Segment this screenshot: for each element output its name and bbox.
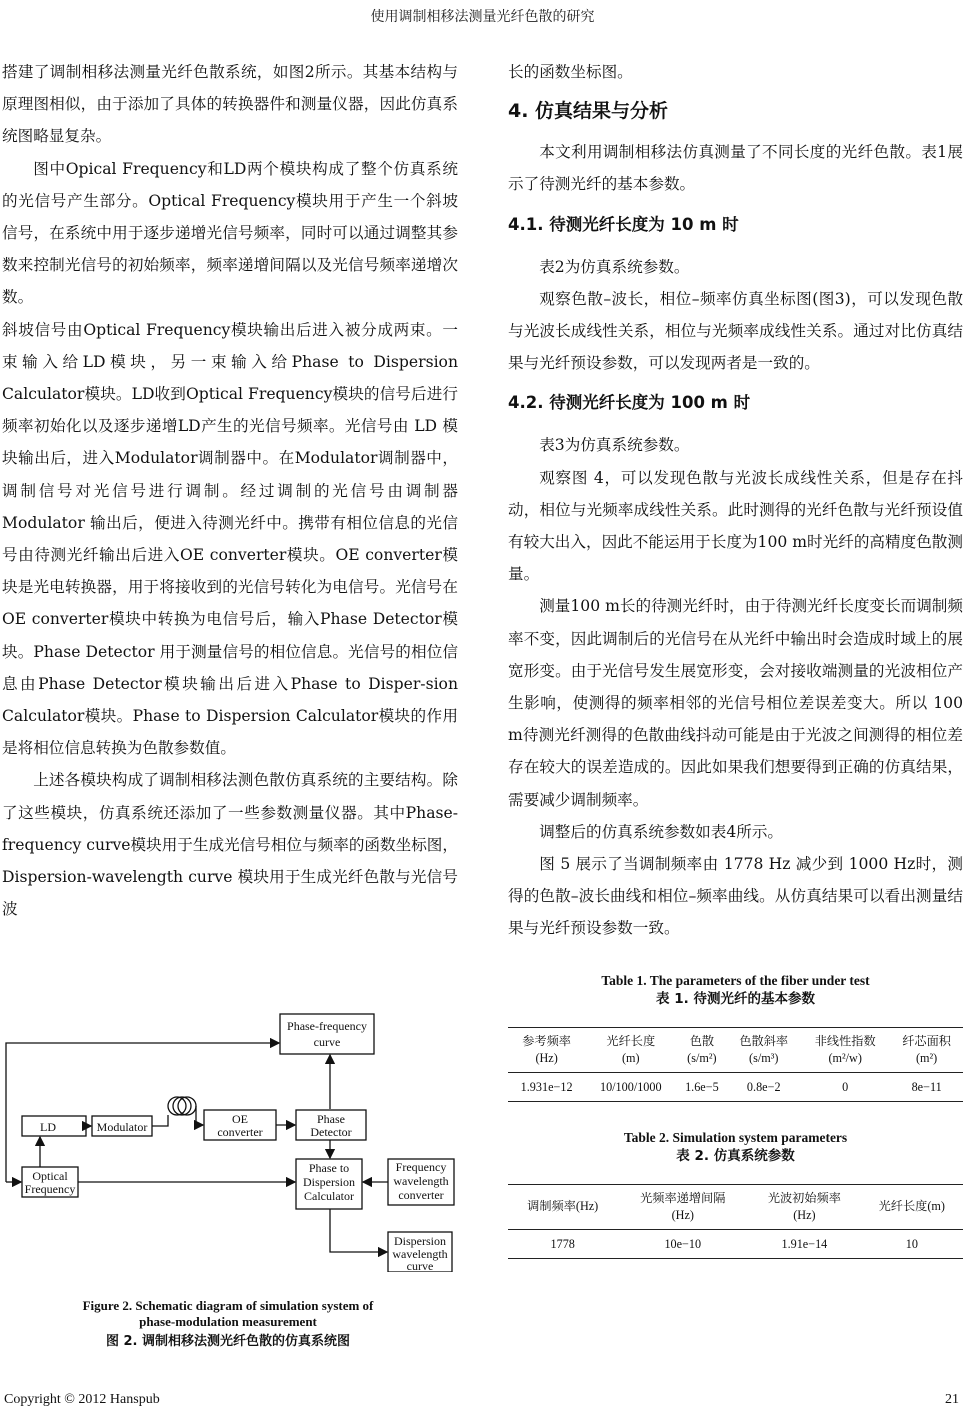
block-label: converter: [398, 1188, 444, 1202]
table-header-cell: 调制频率(Hz): [527, 1199, 599, 1214]
table-header-cell: 光频率递增间隔 (Hz): [640, 1190, 726, 1222]
table-header-cell: 色散斜率 (s/m³): [739, 1033, 789, 1065]
table-cell: 0: [842, 1079, 849, 1094]
table-caption-en: Table 2. Simulation system parameters: [623, 1129, 848, 1145]
table-header-cell: 光波初始频率 (Hz): [767, 1190, 841, 1222]
table-header-cell: 光纤长度(m): [878, 1199, 945, 1214]
table-cell: 10e−10: [664, 1236, 702, 1251]
block-label: wavelength: [392, 1247, 448, 1261]
right-column: [508, 56, 963, 1259]
block-label: OE: [232, 1112, 248, 1126]
table-caption-cn: 表 1. 待测光纤的基本参数: [656, 990, 815, 1007]
block-label: Phase-frequency: [287, 1019, 367, 1033]
block-label: Phase: [317, 1112, 345, 1126]
paragraph: 表3为仿真系统参数。: [539, 436, 690, 455]
table-cell: 1.91e−14: [781, 1236, 828, 1251]
simulation-system-diagram: [0, 1012, 456, 1272]
table-row: [508, 1072, 963, 1101]
block-label: Dispersion: [303, 1175, 355, 1189]
table-header-cell: 参考频率 (Hz): [522, 1033, 571, 1065]
block-label: Modulator: [96, 1120, 148, 1134]
figure-2-diagram: [0, 1012, 456, 1272]
table-cell: 0.8e−2: [746, 1079, 781, 1094]
running-head: 使用调制相移法测量光纤色散的研究: [370, 9, 595, 25]
block-label: Frequency: [24, 1182, 76, 1196]
figure-caption-en: Figure 2. Schematic diagram of simulation system of: [82, 1298, 374, 1313]
table-cell: 10/100/1000: [599, 1079, 662, 1094]
block-label: Frequency: [395, 1160, 447, 1174]
table-header-cell: 纤芯面积 (m²): [902, 1033, 951, 1065]
subsection-heading: 4.2. 待测光纤长度为 100 m 时: [508, 393, 751, 413]
table-cell: 1778: [550, 1236, 575, 1251]
paragraph: 观察色散–波长，相位–频率仿真坐标图(图3)，可以发现色散与光波长成线性关系，相位与光频率成线性关系。通过对比仿真结果与光纤预设参数，可以发现两者是一致的。: [508, 289, 963, 373]
block-label: curve: [406, 1259, 434, 1272]
block-label: Dispersion: [394, 1234, 446, 1248]
copyright: Copyright © 2012 Hanspub: [4, 1392, 160, 1407]
paragraph: 图 5 展示了当调制频率由 1778 Hz 减少到 1000 Hz时，测得的色散–波长曲线和相位–频率曲线。从仿真结果可以看出测量结果与光纤预设参数一致。: [508, 855, 963, 938]
block-label: wavelength: [393, 1174, 449, 1188]
paragraph: 测量100 m长的待测光纤时，由于待测光纤长度变长而调制频率不变，因此调制后的光信号在从光纤中输出时会造成时域上的展宽形变。由于光信号发生展宽形变，会对接收端测量的光波相位产生影响，使测得的频率相邻的光信号相位差误差变大。所以 100 m待测光纤测得的色散曲线抖动可能是由于光波之间测得的相位差存在较大的误差造成的。因此如果我们想要得到正确的仿真结果，需要减少调制频率。: [508, 597, 963, 809]
paragraph: 本文利用调制相移法仿真测量了不同长度的光纤色散。表1展示了待测光纤的基本参数。: [508, 143, 963, 194]
paragraph: 表2为仿真系统参数。: [539, 257, 690, 276]
figure-caption-cn: 图 2. 调制相移法测光纤色散的仿真系统图: [105, 1334, 351, 1349]
section-heading: 4. 仿真结果与分析: [508, 100, 669, 123]
table-row: [508, 1229, 963, 1258]
paragraph: 上述各模块构成了调制相移法测色散仿真系统的主要结构。除了这些模块，仿真系统还添加了一些参数测量仪器。其中Phase-frequency curve模块用于生成光信号相位与频率的函数坐标图，Dispersion-wavelength curve 模块用于生成光纤色散与光信号波: [2, 771, 458, 919]
table-cell: 8e−11: [911, 1079, 942, 1094]
fiber-parameters-table: [508, 1027, 963, 1102]
figure-caption-en: phase-modulation measurement: [139, 1314, 317, 1329]
paragraph: 图中Opical Frequency和LD两个模块构成了整个仿真系统的光信号产生部分。Optical Frequency模块用于产生一个斜坡信号，在系统中用于逐步递增光信号频率，同时可以通过调整其参数来控制光信号的初始频率，频率递增间隔以及光信号频率递增次数。: [2, 159, 458, 307]
block-label: converter: [217, 1125, 263, 1139]
table-header-cell: 光纤长度 (m): [606, 1033, 656, 1065]
table-header-row: [508, 1027, 963, 1072]
left-column: [2, 56, 458, 925]
block-label: curve: [313, 1035, 341, 1049]
block-label: Detector: [310, 1125, 352, 1139]
paragraph: 观察图 4，可以发现色散与光波长成线性关系，但是存在抖动，相位与光频率成线性关系。此时测得的光纤色散与光纤预设值有较大出入，因此不能运用于长度为100 m时光纤的高精度色散测量。: [508, 468, 963, 584]
block-label: LD: [40, 1120, 56, 1134]
paragraph: 搭建了调制相移法测量光纤色散系统，如图2所示。其基本结构与原理图相似，由于添加了具体的转换器件和测量仪器，因此仿真系统图略显复杂。: [2, 63, 458, 146]
subsection-heading: 4.1. 待测光纤长度为 10 m 时: [508, 214, 739, 234]
paragraph: 调整后的仿真系统参数如表4所示。: [539, 822, 784, 841]
table-caption-en: Table 1. The parameters of the fiber under test: [601, 972, 870, 988]
paragraph: 斜坡信号由Optical Frequency模块输出后进入被分成两束。一束输入给LD模块，另一束输入给Phase to Dispersion Calculator模块。LD收到Optical Frequency模块的信号后进行频率初始化以及逐步递增LD产生的光信号频率。光信号由 LD 模块输出后，进入Modulator调制器中。在Modulator调制器中，调制信号对光信号进行调制。经过调制的光信号由调制器Modulator 输出后，便进入待测光纤中。携带有相位信息的光信号由待测光纤输出后进入OE converter模块。OE converter模块是光电转换器，用于将接收到的光信号转化为电信号。光信号在OE converter模块中转换为电信号后，输入Phase Detector模块。Phase Detector 用于测量信号的相位信息。光信号的相位信息由Phase Detector模块输出后进入Phase to Disper-sion Calculator模块。Phase to Dispersion Calculator模块的作用是将相位信息转换为色散参数值。: [2, 320, 458, 758]
paragraph: 长的函数坐标图。: [508, 63, 633, 81]
table-cell: 1.6e−5: [685, 1079, 719, 1094]
table-header-row: [508, 1184, 963, 1229]
table-cell: 1.931e−12: [520, 1079, 573, 1094]
block-label: Calculator: [304, 1189, 354, 1203]
block-label: Phase to: [308, 1161, 350, 1175]
table-cell: 10: [905, 1236, 918, 1251]
table-caption-cn: 表 2. 仿真系统参数: [676, 1147, 795, 1164]
table-header-cell: 色散 (s/m²): [687, 1033, 717, 1065]
table-header-cell: 非线性指数 (m²/w): [814, 1033, 876, 1065]
block-label: Optical: [32, 1169, 68, 1183]
simulation-parameters-table: [508, 1184, 963, 1259]
page-number: 21: [945, 1392, 959, 1407]
